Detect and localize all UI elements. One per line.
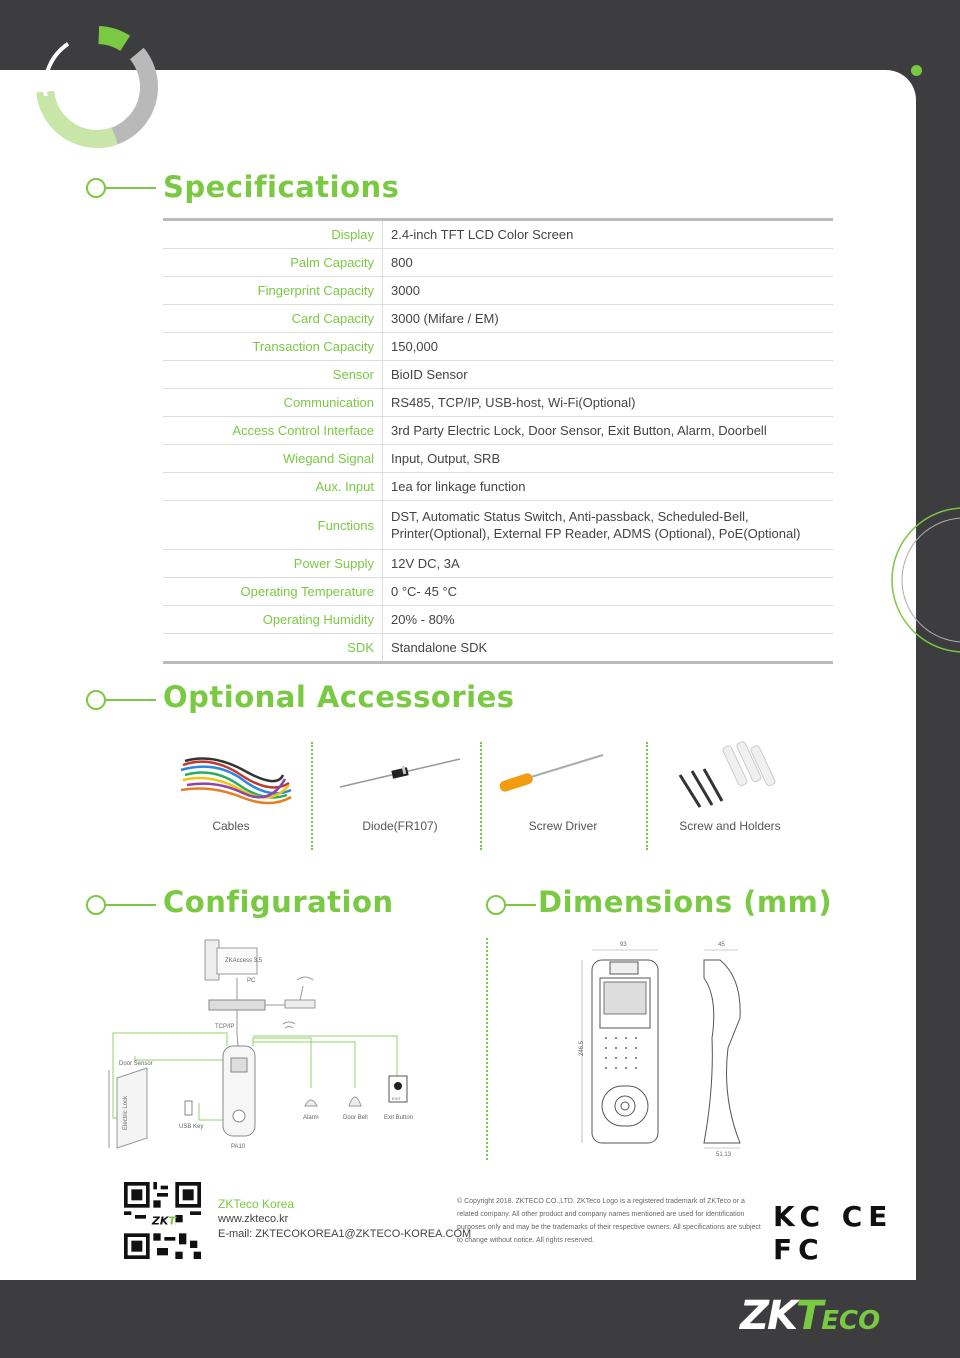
specifications-title: Specifications [163, 170, 400, 204]
table-row [163, 277, 833, 305]
diode-image [330, 735, 470, 815]
cables-image [161, 735, 301, 815]
spec-key: Fingerprint Capacity [163, 277, 383, 305]
screwdriver-image [493, 735, 633, 815]
table-row [163, 634, 833, 663]
exit-button-label: Exit Button [384, 1115, 414, 1121]
depth-label: 45 [718, 942, 725, 948]
specifications-table [163, 218, 833, 664]
svg-text:ZKT: ZKT [151, 1214, 176, 1228]
company-name: ZKTeco Korea [218, 1197, 295, 1211]
electric-lock-label: Electric Lock [123, 1095, 129, 1130]
spec-key: Transaction Capacity [163, 333, 383, 361]
accessory-cables [161, 735, 301, 833]
accessory-label: Diode(FR107) [362, 819, 438, 833]
spec-value: 1ea for linkage function [383, 473, 834, 501]
spec-value: 12V DC, 3A [383, 550, 834, 578]
pc-label: PC [247, 978, 256, 984]
table-row [163, 550, 833, 578]
alarm-label: Alarm [303, 1115, 319, 1121]
section-marker [486, 895, 536, 915]
table-row [163, 333, 833, 361]
green-dot [911, 65, 922, 76]
divider [480, 742, 482, 850]
table-row [163, 417, 833, 445]
dimensions-diagram [570, 938, 750, 1160]
spec-value: 150,000 [383, 333, 834, 361]
device-label: PA10 [231, 1144, 246, 1150]
spec-value: 2.4-inch TFT LCD Color Screen [383, 220, 834, 249]
accessories-title: Optional Accessories [163, 680, 515, 714]
section-marker [86, 895, 156, 915]
table-row [163, 361, 833, 389]
spec-value: Standalone SDK [391, 640, 488, 655]
accessory-screws [660, 735, 800, 833]
table-row [163, 578, 833, 606]
table-row [163, 445, 833, 473]
table-row [163, 606, 833, 634]
spec-value: 3rd Party Electric Lock, Door Sensor, Exit Button, Alarm, Doorbell [383, 417, 834, 445]
spec-key: Aux. Input [163, 473, 383, 501]
spec-key: Communication [163, 389, 383, 417]
accessory-diode [330, 735, 470, 833]
spec-value: BioID Sensor [383, 361, 834, 389]
contact-info [218, 1197, 471, 1242]
legal-notice: © Copyright 2018. ZKTECO CO.,LTD. ZKTeco Logo is a registered trademark of ZKTeco or a related company. All other product and company names mentioned are used for identification purposes only and may be the trademarks of their respective owners. All specifications are subject to change without notice. All rights reserved. [457, 1198, 761, 1244]
spec-value: 0 °C- 45 °C [383, 578, 834, 606]
table-row [163, 389, 833, 417]
website: www.zkteco.kr [218, 1213, 289, 1225]
height-label: 246.5 [579, 1040, 585, 1056]
accessory-screwdriver [493, 735, 633, 833]
spec-key: Palm Capacity [163, 249, 383, 277]
spec-key: Card Capacity [163, 305, 383, 333]
arc-graphic [874, 500, 960, 660]
table-row [163, 305, 833, 333]
certification-marks: KC CE FC [773, 1200, 894, 1266]
spec-value: RS485, TCP/IP, USB-host, Wi-Fi(Optional) [383, 389, 834, 417]
spec-value: 3000 [383, 277, 834, 305]
base-label: 51.13 [716, 1152, 732, 1158]
pc-screen-label: ZKAccess 3.5 [225, 958, 263, 964]
screws-image [660, 735, 800, 815]
spec-value: 800 [383, 249, 834, 277]
spec-key: Display [163, 220, 383, 249]
qr-code [124, 1182, 201, 1259]
ring-graphic [30, 20, 165, 155]
spec-key: Access Control Interface [163, 417, 383, 445]
spec-key: Operating Temperature [163, 578, 383, 606]
spec-key: Wiegand Signal [163, 445, 383, 473]
zkteco-logo: ZKTECO [740, 1293, 881, 1339]
spec-key: Operating Humidity [163, 606, 383, 634]
spec-value: 3000 (Mifare / EM) [383, 305, 834, 333]
spec-key: Power Supply [163, 550, 383, 578]
table-row [163, 473, 833, 501]
divider [486, 938, 488, 1160]
accessory-label: Cables [212, 819, 250, 833]
exit-key-label: EXIT [392, 1096, 401, 1101]
table-row [163, 501, 833, 550]
spec-key: SDK [163, 634, 383, 663]
divider [311, 742, 313, 850]
spec-key: Sensor [163, 361, 383, 389]
table-row [163, 249, 833, 277]
usb-key-label: USB Key [179, 1124, 204, 1130]
configuration-diagram [105, 938, 435, 1153]
accessory-label: Screw and Holders [679, 819, 781, 833]
configuration-title: Configuration [163, 885, 394, 919]
section-marker [86, 178, 156, 198]
table-row [163, 220, 833, 249]
accessory-label: Screw Driver [528, 819, 598, 833]
door-bell-label: Door Bell [343, 1115, 368, 1121]
dimensions-title: Dimensions (mm) [538, 885, 833, 919]
spec-value: Input, Output, SRB [383, 445, 834, 473]
section-marker [86, 690, 156, 710]
spec-value: DST, Automatic Status Switch, Anti-passback, Scheduled-Bell, Printer(Optional), External FP Reader, ADMS (Optional), PoE(Optional) [383, 501, 834, 550]
email: E-mail: ZKTECOKOREA1@ZKTECO-KOREA.COM [218, 1228, 472, 1240]
door-sensor-label: Door Sensor [119, 1061, 153, 1067]
spec-key: Functions [163, 501, 383, 550]
spec-value: 20% - 80% [383, 606, 834, 634]
tcpip-label: TCP/IP [215, 1024, 235, 1030]
divider [646, 742, 648, 850]
width-label: 93 [620, 942, 627, 948]
